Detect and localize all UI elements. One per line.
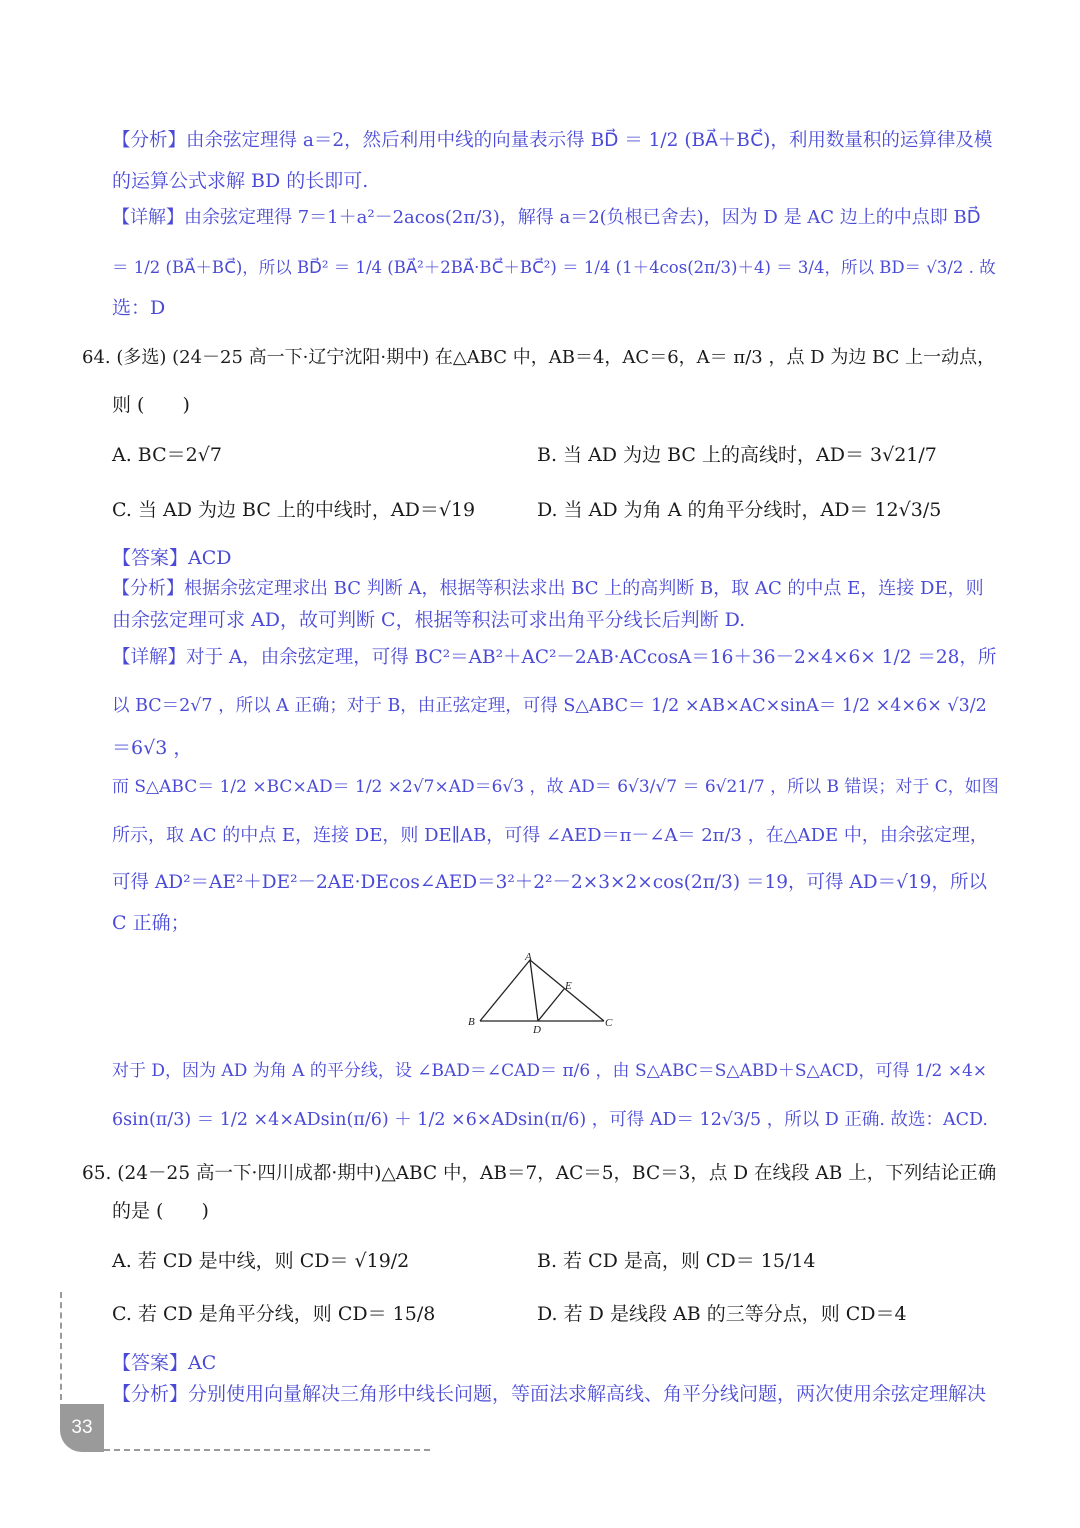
q65-option-b: B. 若 CD 是高，则 CD＝ 15/14 bbox=[537, 1250, 816, 1272]
q64-option-c: C. 当 AD 为边 BC 上的中线时，AD＝√19 bbox=[112, 499, 476, 521]
q65-option-d: D. 若 D 是线段 AB 的三等分点，则 CD＝4 bbox=[537, 1303, 907, 1325]
q64-stem-line2: 则 ( ) bbox=[112, 394, 190, 416]
q64-analysis-line2: 由余弦定理可求 AD，故可判断 C，根据等积法可求出角平分线长后判断 D. bbox=[112, 609, 746, 631]
q64-analysis-line1: 【分析】根据余弦定理求出 BC 判断 A，根据等积法求出 BC 上的高判断 B，取 AC 的中点 E，连接 DE，则 bbox=[112, 578, 984, 599]
page-corner-dashed-vertical bbox=[60, 1292, 62, 1400]
label-d: D bbox=[533, 1024, 541, 1036]
q65-stem-line2: 的是 ( ) bbox=[112, 1200, 209, 1222]
q63-detail-line1: 【详解】由余弦定理得 7＝1＋a²－2acos(2π/3)，解得 a＝2(负根已舍去)，因为 D 是 AC 边上的中点即 BD⃗ bbox=[112, 207, 981, 228]
q65-option-a: A. 若 CD 是中线，则 CD＝ √19/2 bbox=[112, 1250, 410, 1272]
q64-detail-line1: 【详解】对于 A，由余弦定理，可得 BC²＝AB²＋AC²－2AB·ACcosA＝16＋36－2×4×6× 1/2 ＝28，所 bbox=[112, 647, 997, 668]
q64-detail-line6: 可得 AD²＝AE²＋DE²－2AE·DEcos∠AED＝3²＋2²－2×3×2×cos(2π/3) ＝19，可得 AD＝√19，所以 bbox=[112, 872, 987, 893]
q64-detail-line3: ＝6√3 ， bbox=[112, 737, 193, 759]
q63-analysis-line1: 【分析】由余弦定理得 a＝2，然后利用中线的向量表示得 BD⃗ ＝ 1/2 (BA⃗＋BC⃗)，利用数量积的运算律及模 bbox=[112, 130, 993, 151]
q63-detail-line3: 选：D bbox=[112, 297, 166, 319]
q64-detail-line7: C 正确； bbox=[112, 912, 190, 934]
q65-option-c: C. 若 CD 是角平分线，则 CD＝ 15/8 bbox=[112, 1303, 436, 1325]
q64-answer: 【答案】ACD bbox=[112, 547, 232, 569]
segment-ab bbox=[480, 960, 530, 1021]
q64-detail-line2: 以 BC＝2√7 ，所以 A 正确；对于 B，由正弦定理，可得 S△ABC＝ 1/2 ×AB×AC×sinA＝ 1/2 ×4×6× √3/2 bbox=[112, 696, 987, 716]
q65-analysis-line1: 【分析】分别使用向量解决三角形中线长问题，等面法求解高线、角平分线问题，两次使用余弦定理解决 bbox=[112, 1383, 987, 1405]
q64-detail-line8: 对于 D，因为 AD 为角 A 的平分线，设 ∠BAD＝∠CAD＝ π/6 ，由 S△ABC＝S△ABD＋S△ACD，可得 1/2 ×4× bbox=[112, 1061, 988, 1081]
q64-stem-line1: 64. (多选) (24－25 高一下·辽宁沈阳·期中) 在△ABC 中，AB＝4，AC＝6，A＝ π/3 ，点 D 为边 BC 上一动点， bbox=[82, 347, 996, 368]
q64-option-b: B. 当 AD 为边 BC 上的高线时，AD＝ 3√21/7 bbox=[537, 444, 937, 466]
label-e: E bbox=[565, 980, 572, 992]
triangle-figure bbox=[466, 948, 616, 1040]
q64-option-d: D. 当 AD 为角 A 的角平分线时，AD＝ 12√3/5 bbox=[537, 499, 942, 521]
page-corner-dashed-horizontal bbox=[104, 1449, 430, 1451]
q64-detail-line9: 6sin(π/3) ＝ 1/2 ×4×ADsin(π/6) ＋ 1/2 ×6×ADsin(π/6) ，可得 AD＝ 12√3/5 ，所以 D 正确. 故选：ACD. bbox=[112, 1110, 988, 1130]
label-a: A bbox=[525, 951, 532, 963]
segment-ad bbox=[530, 960, 538, 1021]
q65-answer: 【答案】AC bbox=[112, 1352, 217, 1374]
q64-detail-line5: 所示，取 AC 的中点 E，连接 DE，则 DE∥AB，可得 ∠AED＝π－∠A＝ 2π/3 ，在△ADE 中，由余弦定理， bbox=[112, 825, 988, 846]
q63-detail-line2: ＝ 1/2 (BA⃗＋BC⃗)，所以 BD⃗² ＝ 1/4 (BA⃗²＋2BA⃗·BC⃗＋BC⃗²) ＝ 1/4 (1＋4cos(2π/3)＋4) ＝ 3/4，所以 BD＝ √3/2 . 故 bbox=[112, 258, 996, 277]
q64-detail-line4: 而 S△ABC＝ 1/2 ×BC×AD＝ 1/2 ×2√7×AD＝6√3 ，故 AD＝ 6√3/√7 ＝ 6√21/7 ，所以 B 错误；对于 C，如图 bbox=[112, 777, 999, 797]
label-b: B bbox=[468, 1016, 475, 1028]
label-c: C bbox=[605, 1017, 613, 1029]
q63-analysis-line2: 的运算公式求解 BD 的长即可. bbox=[112, 170, 369, 192]
q65-stem-line1: 65. (24－25 高一下·四川成都·期中)△ABC 中，AB＝7，AC＝5，BC＝3，点 D 在线段 AB 上，下列结论正确 bbox=[82, 1163, 997, 1184]
segment-de bbox=[538, 989, 564, 1021]
page-number: 33 bbox=[60, 1404, 104, 1452]
q64-option-a: A. BC＝2√7 bbox=[112, 444, 222, 466]
